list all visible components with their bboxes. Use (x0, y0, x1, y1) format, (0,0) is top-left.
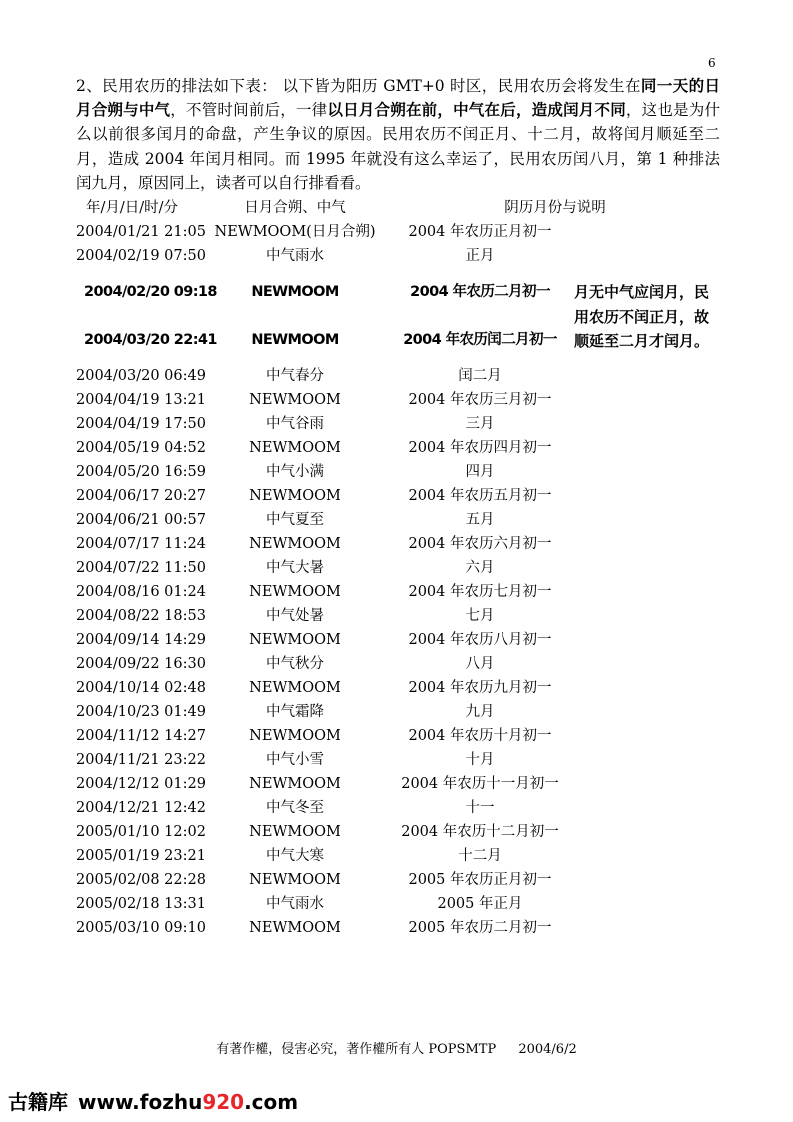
table-row (0, 724, 793, 748)
cell-month: 2004 年农历二月初一 (410, 284, 550, 300)
page-number: 6 (708, 56, 716, 70)
cell-datetime: 2004/11/21 23:22 (76, 752, 206, 768)
cell-event: NEWMOOM (249, 440, 341, 456)
cell-event: 中气谷雨 (266, 416, 324, 432)
cell-month: 2004 年农历九月初一 (408, 680, 552, 696)
table-row (0, 412, 793, 436)
table-row (0, 820, 793, 844)
cell-datetime: 2004/12/12 01:29 (76, 776, 206, 792)
table-row (0, 772, 793, 796)
table-row (0, 676, 793, 700)
cell-event: NEWMOOM (249, 632, 341, 648)
cell-datetime: 2004/11/12 14:27 (76, 728, 206, 744)
footer (0, 1038, 793, 1057)
cell-datetime: 2004/03/20 22:41 (84, 332, 217, 348)
cell-datetime: 2004/07/22 11:50 (76, 560, 206, 576)
cell-event: 中气春分 (266, 368, 324, 384)
cell-event: NEWMOOM (249, 680, 341, 696)
table-row (0, 796, 793, 820)
cell-event: NEWMOOM (249, 536, 341, 552)
cell-datetime: 2004/06/17 20:27 (76, 488, 206, 504)
intro-text-3: ，这也是为什么以前很多闰月的命盘，产生争议的原因。民用农历不闰正月、十二月，故将闰月顺延至二月，造成 2004 年闰月相同。而 1995 年就没有这么幸运了，民用农历闰八月，第 1 种排法闰九月，原因同上，读者可以自行排看看。 (76, 101, 720, 192)
cell-event: 中气霜降 (266, 704, 324, 720)
cell-month: 十一 (465, 800, 495, 816)
cell-datetime: 2004/08/22 18:53 (76, 608, 206, 624)
table-row (0, 436, 793, 460)
cell-month: 五月 (465, 512, 495, 528)
cell-event: 中气小雪 (266, 752, 324, 768)
table-row (0, 652, 793, 676)
intro-text-1: 2、民用农历的排法如下表： 以下皆为阳历 GMT+0 时区，民用农历会将发生在 (76, 77, 641, 95)
cell-datetime: 2005/02/08 22:28 (76, 872, 206, 888)
cell-event: NEWMOOM (249, 872, 341, 888)
table-row (0, 580, 793, 604)
cell-datetime: 2004/05/19 04:52 (76, 440, 206, 456)
table-row (0, 868, 793, 892)
table-row (0, 532, 793, 556)
cell-event: NEWMOOM (249, 776, 341, 792)
cell-month: 2004 年农历五月初一 (408, 488, 552, 504)
cell-month: 2005 年农历二月初一 (408, 920, 552, 936)
table-row (0, 748, 793, 772)
cell-event: 中气雨水 (266, 248, 324, 264)
cell-datetime: 2005/01/10 12:02 (76, 824, 206, 840)
table-row (0, 628, 793, 652)
cell-month: 十月 (465, 752, 495, 768)
cell-datetime: 2004/04/19 13:21 (76, 392, 206, 408)
table-row (0, 892, 793, 916)
table-row (0, 700, 793, 724)
intro-bold-2: 以日月合朔在前，中气在后，造成闰月不同 (327, 101, 626, 120)
table-row (0, 916, 793, 940)
table-row (0, 556, 793, 580)
leap-month-note: 月无中气应闰月，民用农历不闰正月，故顺延至二月才闰月。 (574, 283, 710, 350)
cell-datetime: 2005/01/19 23:21 (76, 848, 206, 864)
cell-datetime: 2004/09/22 16:30 (76, 656, 206, 672)
cell-datetime: 2004/01/21 21:05 (76, 224, 206, 240)
cell-event: NEWMOOM (249, 488, 341, 504)
cell-event: 中气冬至 (266, 800, 324, 816)
cell-datetime: 2005/02/18 13:31 (76, 896, 206, 912)
cell-datetime: 2004/09/14 14:29 (76, 632, 206, 648)
table-row (0, 604, 793, 628)
watermark (8, 1086, 298, 1115)
intro-bold-1: 同一天的日月合朔与中气 (76, 77, 720, 120)
cell-event: 中气大寒 (266, 848, 324, 864)
cell-event: 中气雨水 (266, 896, 324, 912)
cell-month: 八月 (465, 656, 495, 672)
cell-datetime: 2004/06/21 00:57 (76, 512, 206, 528)
cell-datetime: 2005/03/10 09:10 (76, 920, 206, 936)
cell-month: 2005 年正月 (437, 896, 523, 912)
cell-event: NEWMOOM (249, 728, 341, 744)
cell-month: 九月 (465, 704, 495, 720)
cell-event: NEWMOOM (249, 824, 341, 840)
cell-datetime: 2004/02/20 09:18 (84, 284, 217, 300)
cell-event: NEWMOOM (251, 332, 339, 348)
cell-datetime: 2004/04/19 17:50 (76, 416, 206, 432)
cell-month: 六月 (465, 560, 495, 576)
table-header-row (0, 196, 793, 220)
table-row (0, 484, 793, 508)
cell-month: 2004 年农历七月初一 (408, 584, 552, 600)
watermark-url-tail: .com (244, 1090, 299, 1114)
cell-event: 中气处暑 (266, 608, 324, 624)
header-event: 日月合朔、中气 (244, 200, 346, 216)
cell-datetime: 2004/12/21 12:42 (76, 800, 206, 816)
cell-month: 2004 年农历四月初一 (408, 440, 552, 456)
table-row (0, 844, 793, 868)
cell-event: NEWMOOM (249, 584, 341, 600)
cell-month: 2004 年农历六月初一 (408, 536, 552, 552)
footer-copyright: 有著作權，侵害必究，著作權所有人 POPSMTP (216, 1042, 497, 1057)
header-datetime: 年/月/日/时/分 (86, 200, 179, 216)
cell-month: 三月 (465, 416, 495, 432)
cell-event: 中气大暑 (266, 560, 324, 576)
intro-text-2: ，不管时间前后，一律 (170, 101, 328, 120)
cell-event: 中气秋分 (266, 656, 324, 672)
cell-month: 2004 年农历闰二月初一 (403, 332, 557, 348)
cell-event: NEWMOOM (249, 920, 341, 936)
cell-month: 正月 (465, 248, 495, 264)
table-row (0, 364, 793, 388)
cell-datetime: 2004/10/23 01:49 (76, 704, 206, 720)
table-row (0, 244, 793, 268)
cell-event: 中气小满 (266, 464, 324, 480)
cell-month: 四月 (465, 464, 495, 480)
cell-event: NEWMOOM(日月合朔) (214, 224, 376, 240)
cell-event: 中气夏至 (266, 512, 324, 528)
cell-event: NEWMOOM (249, 392, 341, 408)
cell-month: 2005 年农历正月初一 (408, 872, 552, 888)
cell-month: 2004 年农历八月初一 (408, 632, 552, 648)
watermark-url-accent: 920 (202, 1090, 245, 1114)
cell-datetime: 2004/05/20 16:59 (76, 464, 206, 480)
cell-month: 2004 年农历三月初一 (408, 392, 552, 408)
cell-datetime: 2004/07/17 11:24 (76, 536, 206, 552)
cell-month: 2004 年农历十二月初一 (401, 824, 559, 840)
table-row (0, 220, 793, 244)
table-row (0, 460, 793, 484)
watermark-brand: 古籍库 (8, 1090, 68, 1114)
cell-month: 2004 年农历十一月初一 (401, 776, 559, 792)
cell-datetime: 2004/08/16 01:24 (76, 584, 206, 600)
cell-month: 2004 年农历正月初一 (408, 224, 552, 240)
cell-datetime: 2004/02/19 07:50 (76, 248, 206, 264)
intro-paragraph (76, 74, 720, 195)
cell-datetime: 2004/10/14 02:48 (76, 680, 206, 696)
cell-datetime: 2004/03/20 06:49 (76, 368, 206, 384)
cell-month: 十二月 (458, 848, 502, 864)
cell-month: 闰二月 (458, 368, 502, 384)
table-row (0, 508, 793, 532)
watermark-url: www.fozhu (78, 1090, 203, 1114)
cell-event: NEWMOOM (251, 284, 339, 300)
table-row (0, 388, 793, 412)
header-month: 阴历月份与说明 (504, 200, 606, 216)
cell-month: 2004 年农历十月初一 (408, 728, 552, 744)
cell-month: 七月 (465, 608, 495, 624)
footer-date: 2004/6/2 (518, 1042, 577, 1057)
